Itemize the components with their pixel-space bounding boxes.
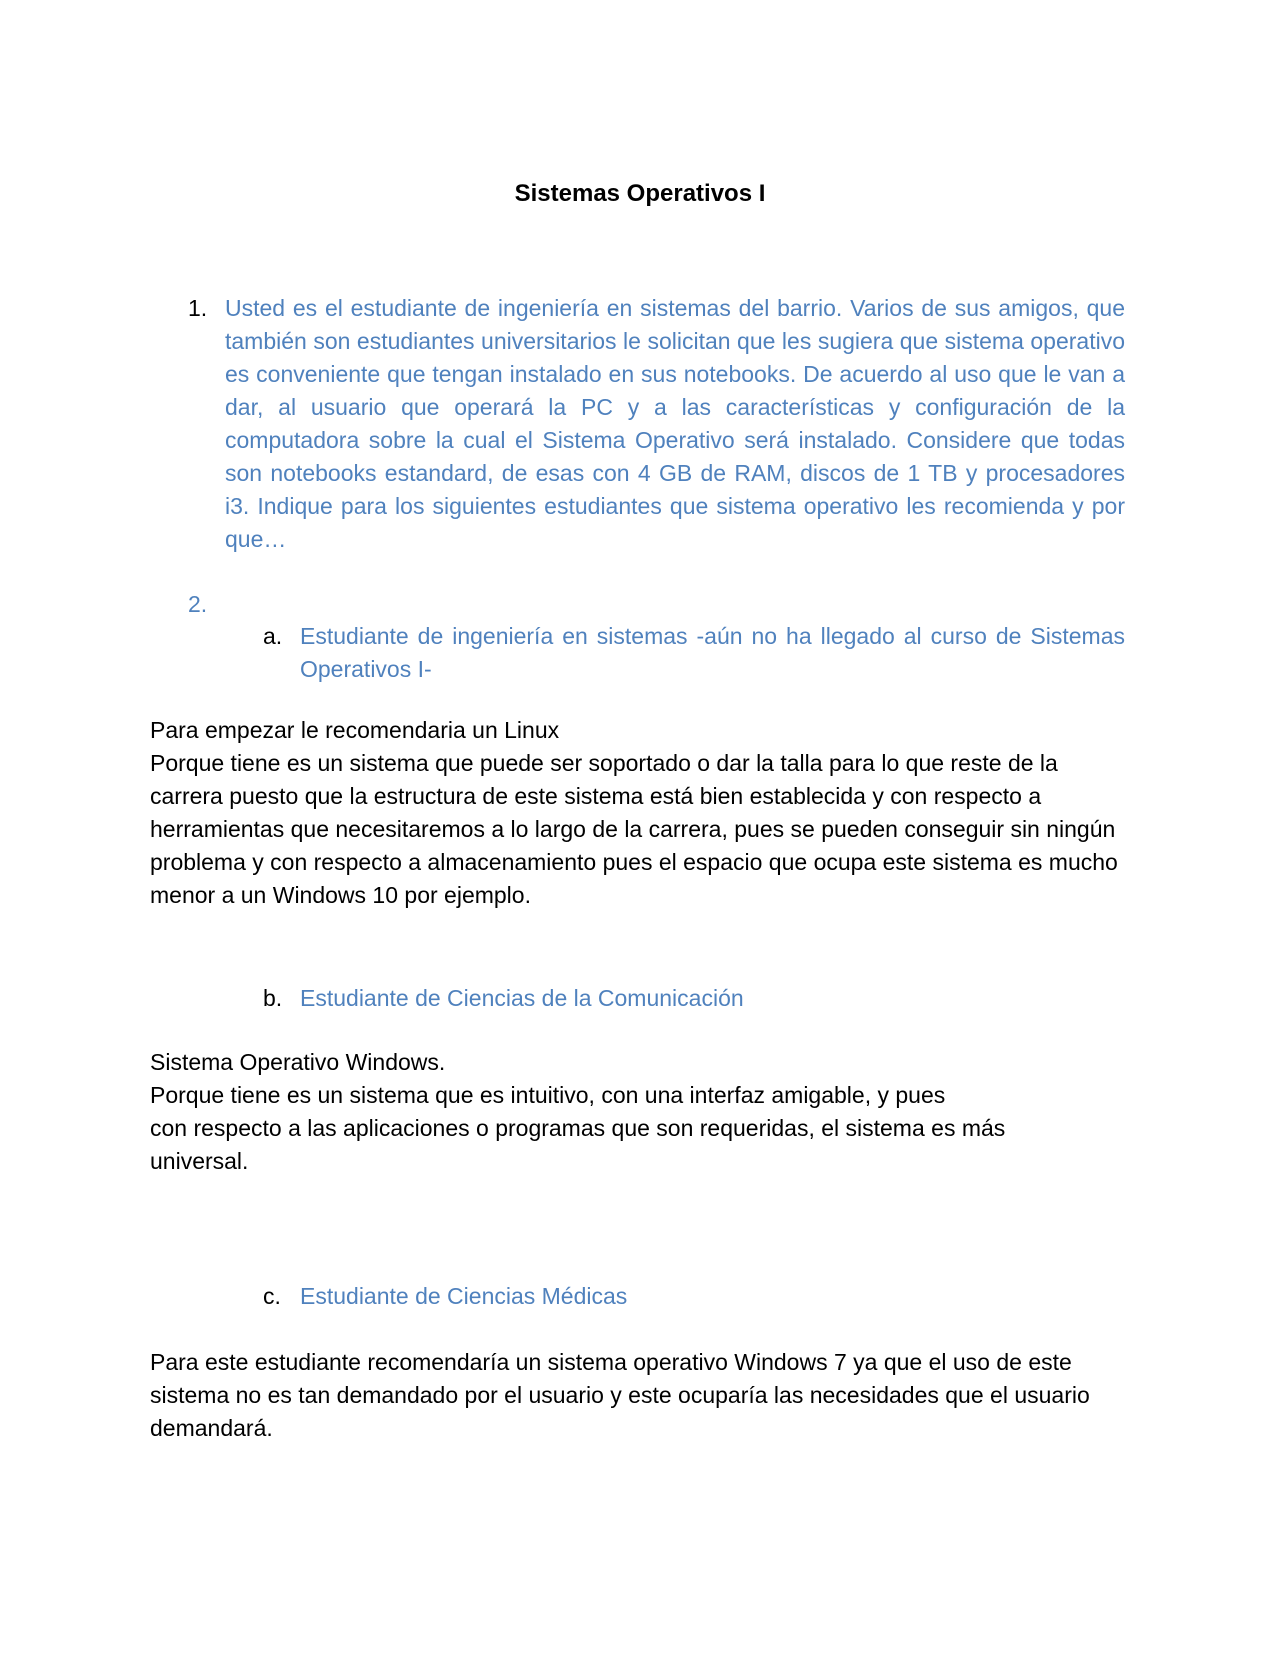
question-2-number: 2. [188, 591, 208, 617]
question-1-text: Usted es el estudiante de ingeniería en sistemas del barrio. Varios de sus amigos, que también son estudiantes universitarios le solicitan que les sugiera que sistema operativo es conveniente que tengan instalado en sus notebooks. De acuerdo al uso que le van a dar, al usuario que operará la PC y a las características y configuración de la computadora sobre la cual el Sistema Operativo será instalado. Considere que todas son notebooks estandard, de esas con 4 GB de RAM, discos de 1 TB y procesadores i3. Indique para los siguientes estudiantes que sistema operativo les recomienda y por que… [225, 295, 1125, 552]
item-a-heading: Estudiante de ingeniería en sistemas -aún no ha llegado al curso de Sistemas Operativos I- [300, 623, 1125, 682]
item-b-answer-reason-line1: Porque tiene es un sistema que es intuitivo, con una interfaz amigable, y pues [150, 1082, 946, 1108]
item-a-letter: a. [263, 623, 283, 649]
item-c-answer [150, 1346, 1130, 1445]
item-b-answer-reason-line2: con respecto a las aplicaciones o programas que son requeridas, el sistema es más universal. [150, 1115, 1006, 1174]
item-b-letter: b. [263, 985, 283, 1011]
item-b-heading: Estudiante de Ciencias de la Comunicación [300, 985, 744, 1011]
item-c-answer-text: Para este estudiante recomendaría un sistema operativo Windows 7 ya que el uso de este sistema no es tan demandado por el usuario y este ocuparía las necesidades que el usuario demandará. [150, 1349, 1090, 1441]
page-title: Sistemas Operativos I [514, 180, 766, 207]
item-a-answer-reason: Porque tiene es un sistema que puede ser soportado o dar la talla para lo que reste de la carrera puesto que la estructura de este sistema está bien establecida y con respecto a herramientas que necesitaremos a lo largo de la carrera, pues se pueden conseguir sin ningún problema y con respecto a almacenamiento pues el espacio que ocupa este sistema es mucho menor a un Windows 10 por ejemplo. [150, 750, 1118, 908]
item-a-answer-recommendation: Para empezar le recomendaria un Linux [150, 717, 560, 743]
question-1-number: 1. [188, 295, 208, 321]
item-a-answer [150, 714, 1130, 912]
item-b-answer-recommendation: Sistema Operativo Windows. [150, 1049, 446, 1075]
item-b-answer [150, 1046, 1130, 1178]
item-c-heading: Estudiante de Ciencias Médicas [300, 1283, 628, 1309]
item-c-letter: c. [263, 1283, 281, 1309]
